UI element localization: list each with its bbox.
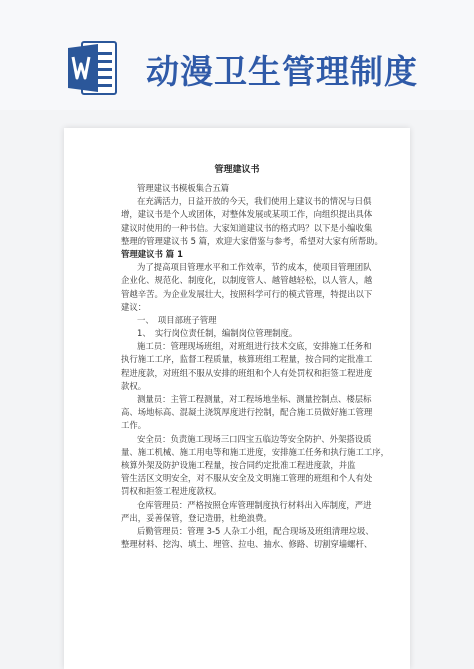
paragraph-line: 后勤管理员：管理 3-5 人杂工小组，配合现场及班组清理垃圾、 bbox=[137, 525, 374, 536]
paragraph-line: 高、场地标高、混凝土浇筑厚度进行控制，配合施工员做好施工管理 bbox=[121, 407, 373, 418]
banner bbox=[0, 0, 474, 110]
paragraph-line: 工作。 bbox=[121, 420, 147, 431]
document-title: 管理建议书 bbox=[214, 165, 260, 175]
paragraph-line: 一、 项目部班子管理 bbox=[137, 314, 217, 325]
paragraph-line: 罚权和拒签工程进度款权。 bbox=[121, 486, 222, 497]
paragraph-line: 建议时使用的一种书信。大家知道建议书的格式吗？以下是小编收集 bbox=[121, 222, 373, 233]
paragraph-line: 量、施工机械、施工用电等和施工进度，安排施工任务和执行施工工序， bbox=[121, 446, 389, 457]
paragraph-line: 严出，妥善保管，登记造册，杜绝浪费。 bbox=[121, 512, 272, 523]
paragraph-line: 整理材料、挖沟、填土、埋管、拉电、抽水、修路、切割穿墙螺杆、 bbox=[121, 539, 373, 550]
document-page bbox=[64, 128, 410, 669]
paragraph-line: 企业化、规范化、制度化，以制度管人、越管越轻松，以人管人，越 bbox=[121, 275, 373, 286]
paragraph-line: 仓库管理员：严格按照仓库管理制度执行材料出入库制度，严进 bbox=[137, 499, 372, 510]
paragraph-line: 为了提高项目管理水平和工作效率，节约成本，使项目管理团队 bbox=[137, 262, 372, 273]
banner-title: 动漫卫生管理制度 bbox=[146, 52, 418, 91]
paragraph-line: 管生活区文明安全，对不服从安全及文明施工管理的班组和个人有处 bbox=[121, 473, 373, 484]
paragraph-line: 核算外架及防护设施工程量，按合同约定批准工程进度款，并监 bbox=[121, 459, 356, 470]
paragraph-line: 款权。 bbox=[121, 380, 147, 391]
paragraph-line: 施工员：管理现场班组，对班组进行技术交底，安排施工任务和 bbox=[137, 341, 372, 352]
paragraph-line: 安全员：负责施工现场三口四宝五临边等安全防护、外架搭设质 bbox=[137, 433, 372, 444]
paragraph-line: 在充满活力，日益开放的今天，我们使用上建议书的情况与日俱 bbox=[137, 196, 372, 207]
paragraph-line: 1、 实行岗位责任制，编制岗位管理制度。 bbox=[137, 328, 298, 339]
paragraph-line: 增，建议书是个人或团体，对整体发展或某项工作，向组织提出具体 bbox=[121, 209, 373, 220]
paragraph-line: 整理的管理建议书 5 篇，欢迎大家借鉴与参考，希望对大家有所帮助。 bbox=[121, 235, 383, 246]
paragraph-line: 建议： bbox=[121, 301, 147, 312]
paragraph-line: 执行施工工序，监督工程质量，核算班组工程量，按合同约定批准工 bbox=[121, 354, 373, 365]
paragraph-line: 程进度款，对班组不服从安排的班组和个人有处罚权和拒签工程进度 bbox=[121, 367, 373, 378]
paragraph-line: 管越辛苦。为企业发展壮大，按照科学可行的模式管理，特提出以下 bbox=[121, 288, 373, 299]
document-body bbox=[121, 182, 389, 551]
word-document-icon bbox=[68, 40, 118, 96]
section-heading: 管理建议书 篇 1 bbox=[121, 248, 183, 259]
paragraph-line: 测量员：主管工程测量，对工程场地坐标、测量控制点、楼层标 bbox=[137, 394, 372, 404]
paragraph-line: 管理建议书模板集合五篇 bbox=[137, 183, 230, 193]
